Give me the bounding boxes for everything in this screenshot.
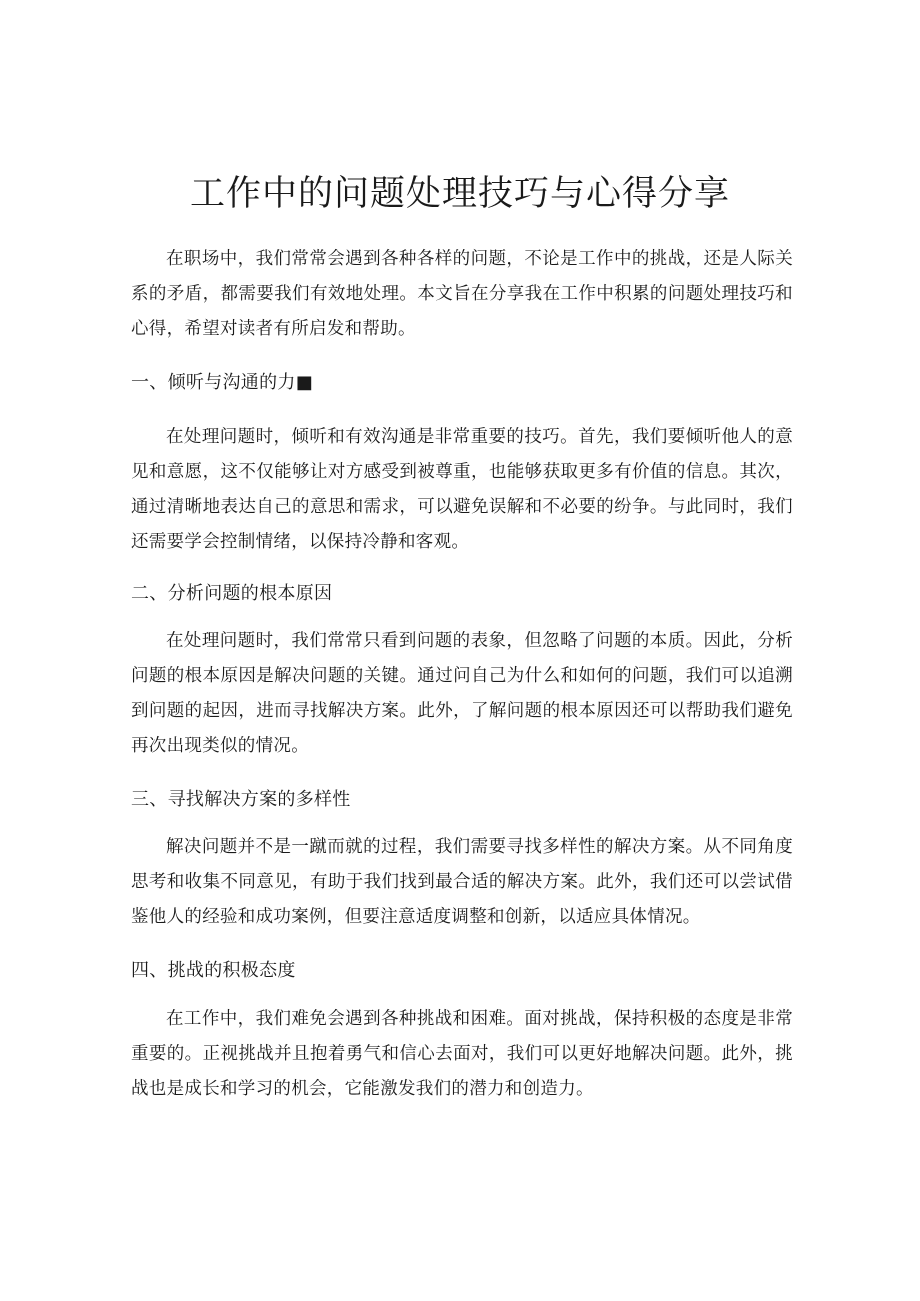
section-body-4: 在工作中，我们难免会遇到各种挑战和困难。面对挑战，保持积极的态度是非常重要的。正视挑战并且抱着勇气和信心去面对，我们可以更好地解决问题。此外，挑战也是成长和学习的机会，它能激发我们的潜力和创造力。 <box>131 1009 793 1099</box>
page-title: 工作中的问题处理技巧与心得分享 <box>189 174 730 214</box>
section-body-3: 解决问题并不是一蹴而就的过程，我们需要寻找多样性的解决方案。从不同角度思考和收集不同意见，有助于我们找到最合适的解决方案。此外，我们还可以尝试借鉴他人的经验和成功案例，但要注意适度调整和创新，以适应具体情况。 <box>131 837 793 927</box>
section-heading-2: 二、分析问题的根本原因 <box>131 583 333 604</box>
section-heading-3: 三、寻找解决方案的多样性 <box>131 789 351 810</box>
section-heading-4: 四、挑战的积极态度 <box>131 960 296 981</box>
section-body-1: 在处理问题时，倾听和有效沟通是非常重要的技巧。首先，我们要倾听他人的意见和意愿，这不仅能够让对方感受到被尊重，也能够获取更多有价值的信息。其次，通过清晰地表达自己的意思和需求，可以避免误解和不必要的纷争。与此同时，我们还需要学会控制情绪，以保持冷静和客观。 <box>131 427 793 552</box>
intro-paragraph: 在职场中，我们常常会遇到各种各样的问题，不论是工作中的挑战，还是人际关系的矛盾，都需要我们有效地处理。本文旨在分享我在工作中积累的问题处理技巧和心得，希望对读者有所启发和帮助。 <box>131 249 793 339</box>
section-body-2: 在处理问题时，我们常常只看到问题的表象，但忽略了问题的本质。因此，分析问题的根本原因是解决问题的关键。通过问自己为什么和如何的问题，我们可以追溯到问题的起因，进而寻找解决方案。此外，了解问题的根本原因还可以帮助我们避免再次出现类似的情况。 <box>131 631 793 756</box>
section-heading-1: 一、倾听与沟通的力■ <box>131 372 314 393</box>
